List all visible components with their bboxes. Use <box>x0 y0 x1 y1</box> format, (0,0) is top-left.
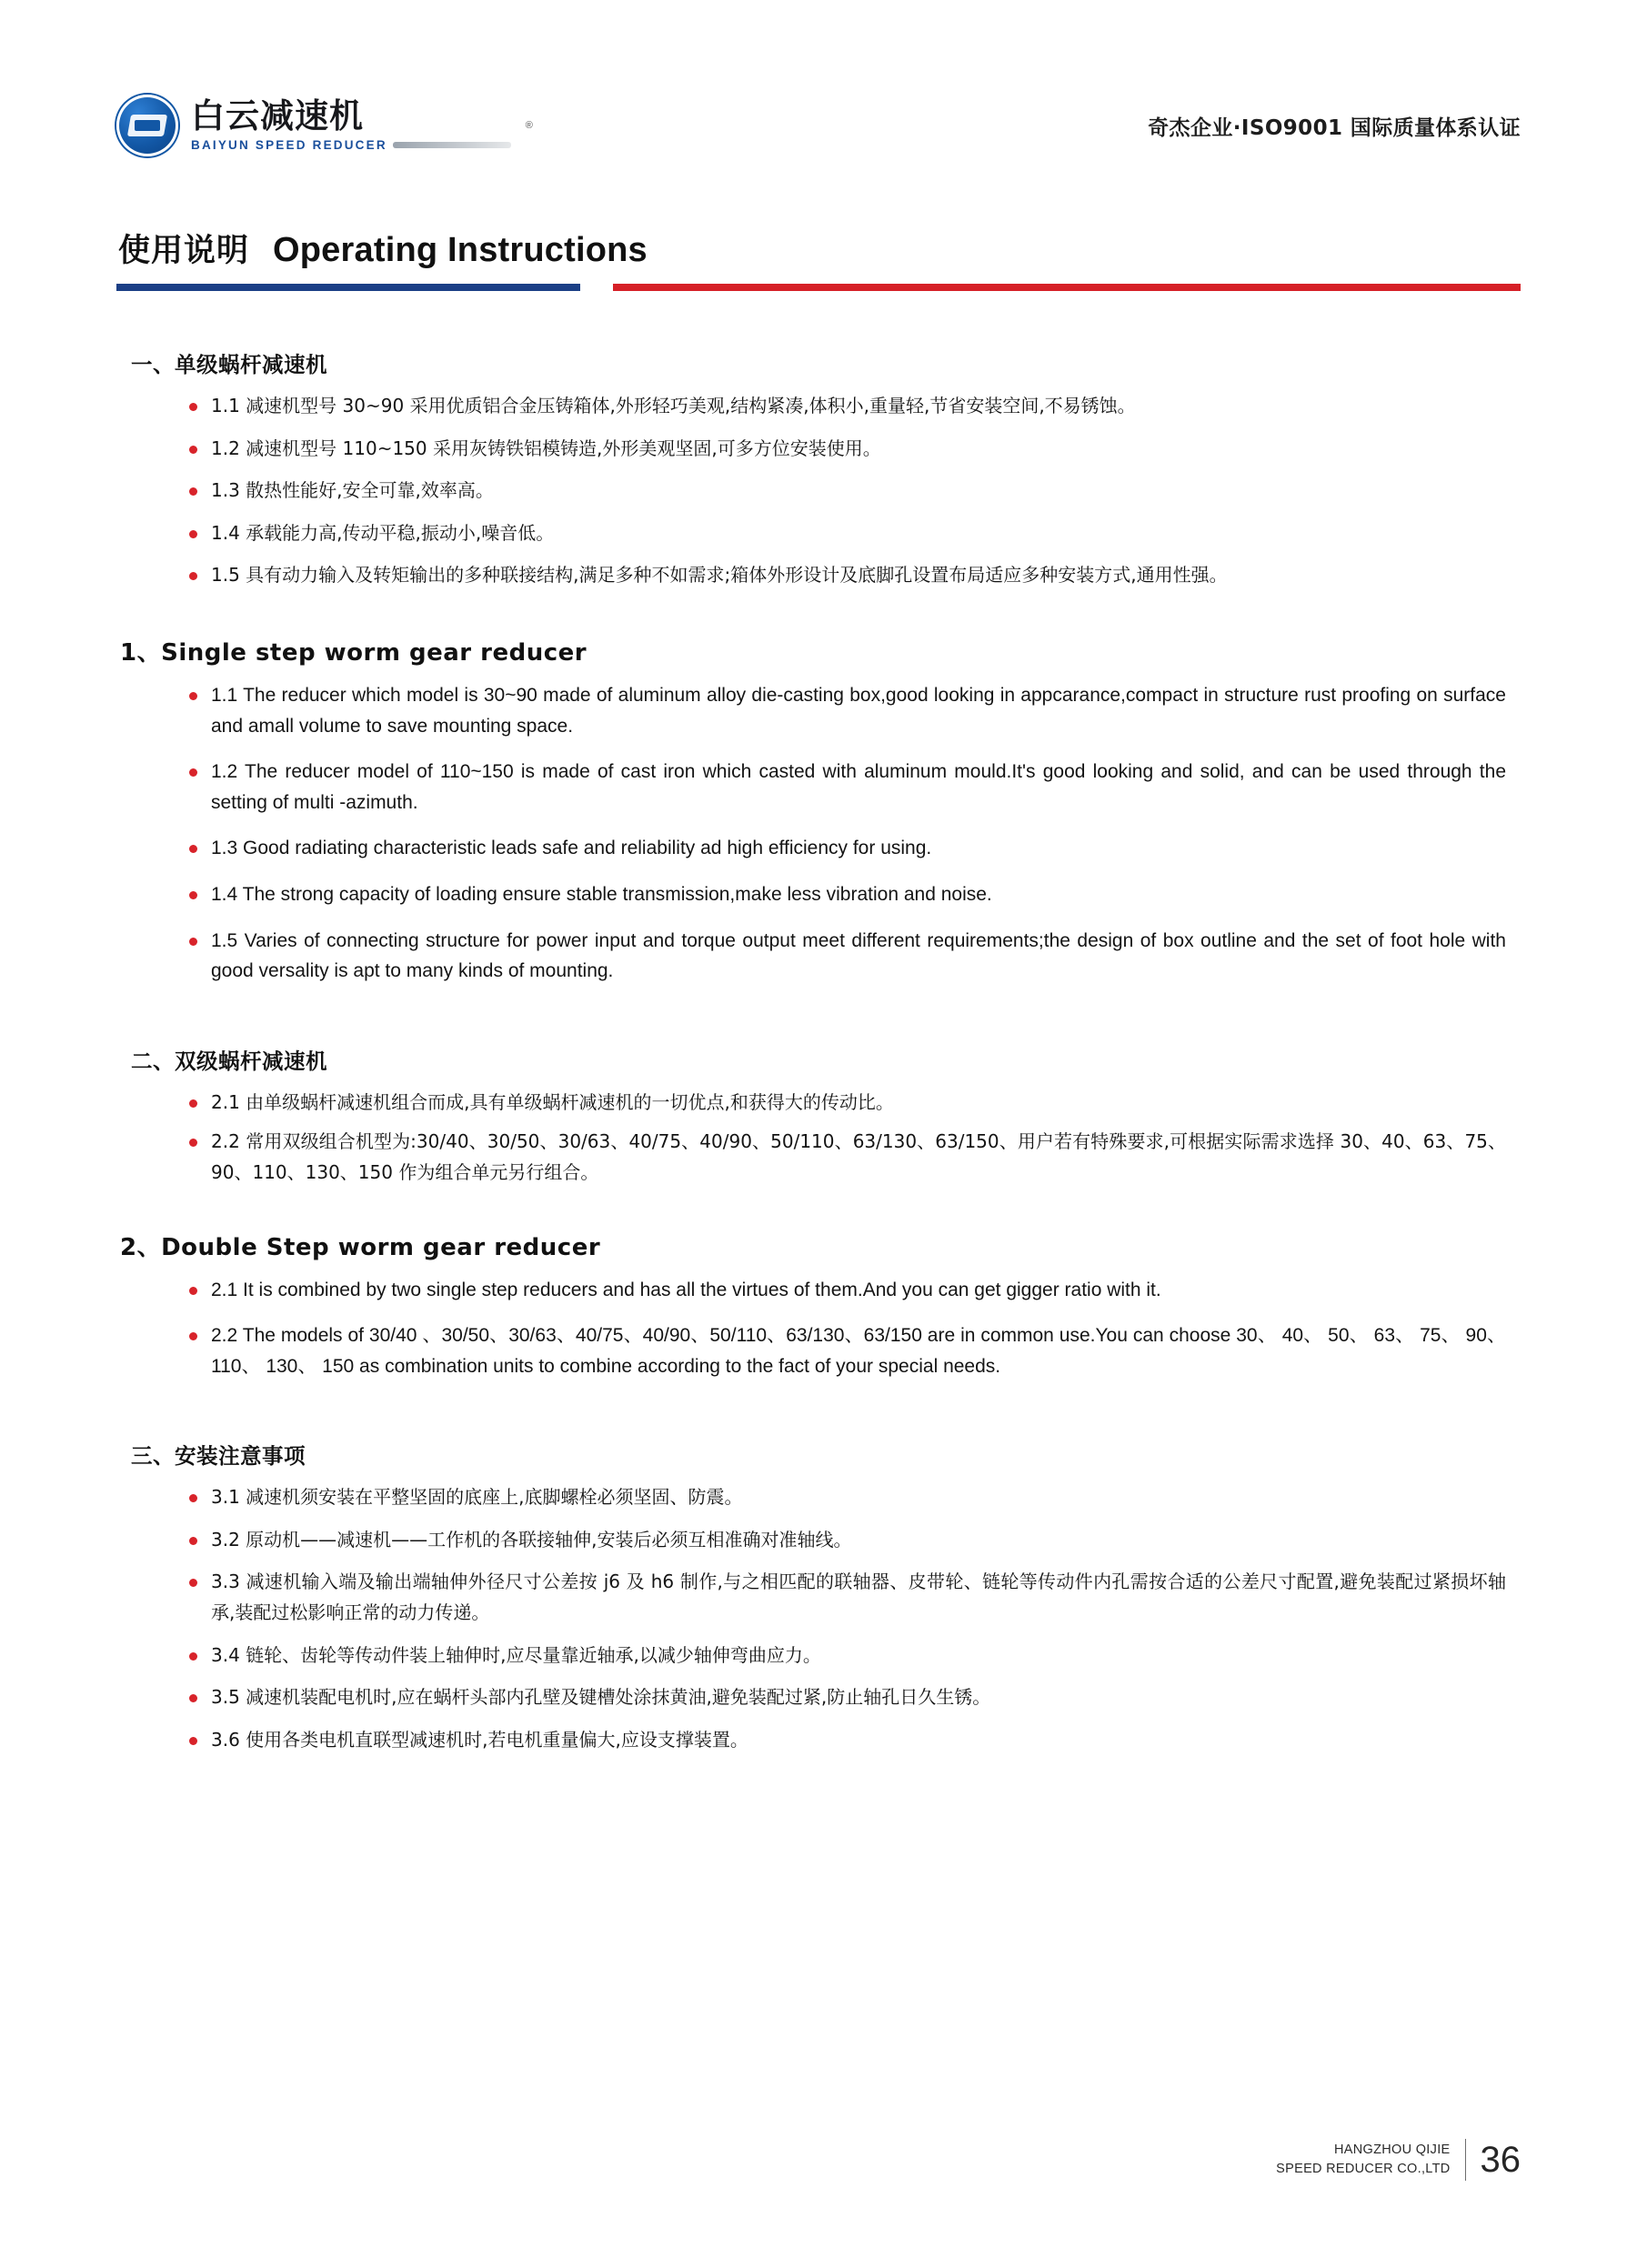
section-double-step-cn <box>116 1044 1521 1189</box>
page-footer <box>1276 2139 1521 2181</box>
list-item: 1.1 减速机型号 30~90 采用优质铝合金压铸箱体,外形轻巧美观,结构紧凑,体积小,重量轻,节省安装空间,不易锈蚀。 <box>187 391 1521 422</box>
section-spacer <box>116 1002 1521 1044</box>
section-heading: 三、安装注意事项 <box>131 1443 306 1470</box>
list-item: 1.5 具有动力输入及转矩输出的多种联接结构,满足多种不如需求;箱体外形设计及底脚孔设置布局适应多种安装方式,通用性强。 <box>187 560 1521 591</box>
brand-logo <box>116 95 533 156</box>
section-installation-notes <box>116 1439 1521 1755</box>
list-item: 1.4 承载能力高,传动平稳,振动小,噪音低。 <box>187 518 1521 549</box>
brand-name-en: BAIYUN SPEED REDUCER <box>191 137 387 152</box>
section-spacer <box>116 1397 1521 1439</box>
list-item: 1.3 Good radiating characteristic leads safe and reliability ad high efficiency for using. <box>187 833 1521 864</box>
section-item-list <box>116 1482 1521 1755</box>
section-item-list <box>116 391 1521 591</box>
list-item: 1.2 The reducer model of 110~150 is made of cast iron which casted with aluminum mould.It's good looking and solid, and can be used through the setting of multi -azimuth. <box>187 757 1521 818</box>
page-title-en: Operating Instructions <box>273 231 648 269</box>
document-body <box>116 347 1521 1755</box>
section-item-list <box>116 1088 1521 1189</box>
page-title-area <box>116 226 1521 291</box>
list-item: 3.2 原动机——减速机——工作机的各联接轴伸,安装后必须互相准确对准轴线。 <box>187 1525 1521 1556</box>
footer-company-line2: SPEED REDUCER CO.,LTD <box>1276 2162 1451 2176</box>
list-item: 1.2 减速机型号 110~150 采用灰铸铁铝模铸造,外形美观坚固,可多方位安装使用。 <box>187 434 1521 465</box>
list-item: 2.1 It is combined by two single step reducers and has all the virtues of them.And you can get gigger ratio with it. <box>187 1275 1521 1306</box>
list-item: 3.3 减速机输入端及输出端轴伸外径尺寸公差按 j6 及 h6 制作,与之相匹配的联轴器、皮带轮、链轮等传动件内孔需按合适的公差尺寸配置,避免装配过紧损坏轴承,装配过松影响正常的动力传递。 <box>187 1567 1521 1628</box>
certification-text: 奇杰企业·ISO9001 国际质量体系认证 <box>1148 115 1521 140</box>
section-item-list <box>116 1275 1521 1382</box>
list-item: 3.4 链轮、齿轮等传动件装上轴伸时,应尽量靠近轴承,以减少轴伸弯曲应力。 <box>187 1641 1521 1671</box>
footer-divider <box>1465 2139 1466 2181</box>
brand-name-en-row <box>191 138 511 152</box>
section-item-list <box>116 680 1521 987</box>
list-item: 3.1 减速机须安装在平整坚固的底座上,底脚螺栓必须坚固、防震。 <box>187 1482 1521 1513</box>
title-underline <box>116 284 1521 291</box>
list-item: 1.5 Varies of connecting structure for power input and torque output meet different requirements;the design of box outline and the set of foot hole with good versality is apt to many kinds of mounting. <box>187 926 1521 987</box>
brand-name-cn: 白云减速机 <box>191 96 364 136</box>
section-heading: 2、Double Step worm gear reducer <box>120 1233 601 1261</box>
baiyun-logo-icon <box>116 95 178 156</box>
list-item: 2.1 由单级蜗杆减速机组合而成,具有单级蜗杆减速机的一切优点,和获得大的传动比。 <box>187 1088 1521 1119</box>
list-item: 1.4 The strong capacity of loading ensure stable transmission,make less vibration and noise. <box>187 879 1521 910</box>
brand-logo-text <box>191 96 511 152</box>
footer-company <box>1276 2141 1450 2179</box>
section-double-step-en <box>116 1229 1521 1382</box>
title-rule-red <box>613 284 1521 291</box>
logo-decor-bar <box>393 142 511 148</box>
list-item: 1.3 散热性能好,安全可靠,效率高。 <box>187 476 1521 507</box>
section-heading: 一、单级蜗杆减速机 <box>131 352 327 377</box>
section-single-step-en <box>116 634 1521 987</box>
section-single-step-cn <box>116 347 1521 591</box>
page-title <box>116 226 1521 271</box>
list-item: 3.5 减速机装配电机时,应在蜗杆头部内孔壁及键槽处涂抹黄油,避免装配过紧,防止轴孔日久生锈。 <box>187 1682 1521 1713</box>
list-item: 2.2 The models of 30/40 、30/50、30/63、40/75、40/90、50/110、63/130、63/150 are in common use.You can choose 30、 40、 50、 63、 75、 90、 110、 130、 150 as combination units to combine according to the fact of your special needs. <box>187 1320 1521 1381</box>
page-number: 36 <box>1480 2140 1521 2180</box>
section-heading: 1、Single step worm gear reducer <box>120 638 588 667</box>
list-item: 1.1 The reducer which model is 30~90 made of aluminum alloy die-casting box,good looking in appcarance,compact in structure rust proofing on surface and amall volume to save mounting space. <box>187 680 1521 741</box>
list-item: 2.2 常用双级组合机型为:30/40、30/50、30/63、40/75、40/90、50/110、63/130、63/150、用户若有特殊要求,可根据实际需求选择 30、40、63、75、90、110、130、150 作为组合单元另行组合。 <box>187 1127 1521 1188</box>
section-spacer <box>116 1198 1521 1229</box>
title-rule-gap <box>580 284 613 291</box>
registered-mark: ® <box>525 120 533 131</box>
list-item: 3.6 使用各类电机直联型减速机时,若电机重量偏大,应设支撑装置。 <box>187 1725 1521 1756</box>
page-header <box>116 0 1521 162</box>
title-rule-blue <box>116 284 580 291</box>
page-title-cn: 使用说明 <box>118 233 250 269</box>
section-heading: 二、双级蜗杆减速机 <box>131 1048 327 1074</box>
footer-company-line1: HANGZHOU QIJIE <box>1334 2142 1451 2157</box>
section-spacer <box>116 603 1521 634</box>
